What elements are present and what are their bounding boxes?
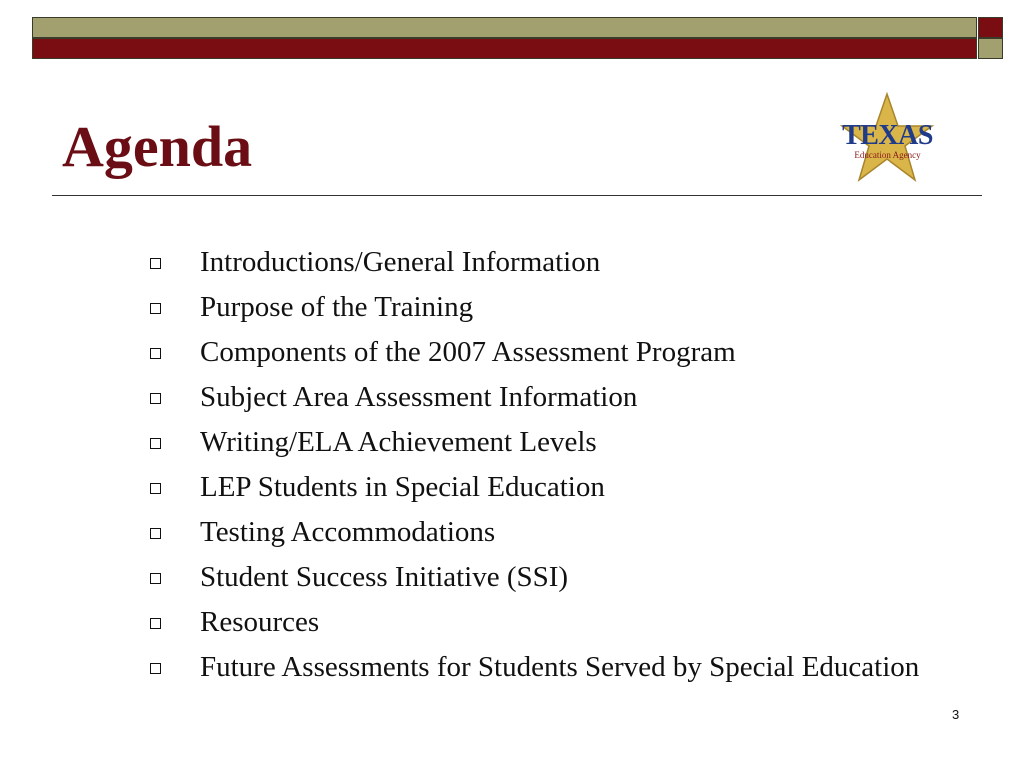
square-bullet-icon [150, 258, 161, 269]
square-bullet-icon [150, 483, 161, 494]
header-band-olive [32, 17, 977, 38]
slide-title: Agenda [62, 114, 253, 179]
agenda-list [148, 244, 928, 694]
agenda-item-text: Resources [200, 606, 320, 638]
header-square-olive [978, 38, 1003, 59]
agenda-item-text: Introductions/General Information [200, 246, 601, 278]
agenda-item-text: Components of the 2007 Assessment Program [200, 336, 736, 368]
agenda-item [148, 514, 928, 550]
texas-education-agency-logo [830, 92, 945, 184]
header-square-maroon [978, 17, 1003, 38]
square-bullet-icon [150, 528, 161, 539]
agenda-item [148, 289, 928, 325]
logo-text: TEXAS [842, 120, 933, 151]
logo-subtext: Education Agency [854, 150, 921, 160]
agenda-item-text: Writing/ELA Achievement Levels [200, 426, 597, 458]
square-bullet-icon [150, 303, 161, 314]
square-bullet-icon [150, 348, 161, 359]
agenda-item-text: LEP Students in Special Education [200, 471, 605, 503]
agenda-item [148, 559, 928, 595]
agenda-item-text: Subject Area Assessment Information [200, 381, 638, 413]
agenda-item [148, 244, 928, 280]
slide-number: 3 [952, 707, 960, 722]
header-band-maroon [32, 38, 977, 59]
agenda-item [148, 469, 928, 505]
agenda-item [148, 379, 928, 415]
agenda-item-text: Testing Accommodations [200, 516, 496, 548]
agenda-item [148, 424, 928, 460]
agenda-item [148, 604, 928, 640]
agenda-item-text: Student Success Initiative (SSI) [200, 561, 569, 593]
title-divider [52, 195, 982, 196]
square-bullet-icon [150, 393, 161, 404]
square-bullet-icon [150, 663, 161, 674]
agenda-item-text: Purpose of the Training [200, 291, 474, 323]
square-bullet-icon [150, 438, 161, 449]
agenda-item [148, 334, 928, 370]
agenda-item-text: Future Assessments for Students Served by Special Education [200, 651, 920, 683]
square-bullet-icon [150, 573, 161, 584]
agenda-item [148, 649, 928, 685]
square-bullet-icon [150, 618, 161, 629]
